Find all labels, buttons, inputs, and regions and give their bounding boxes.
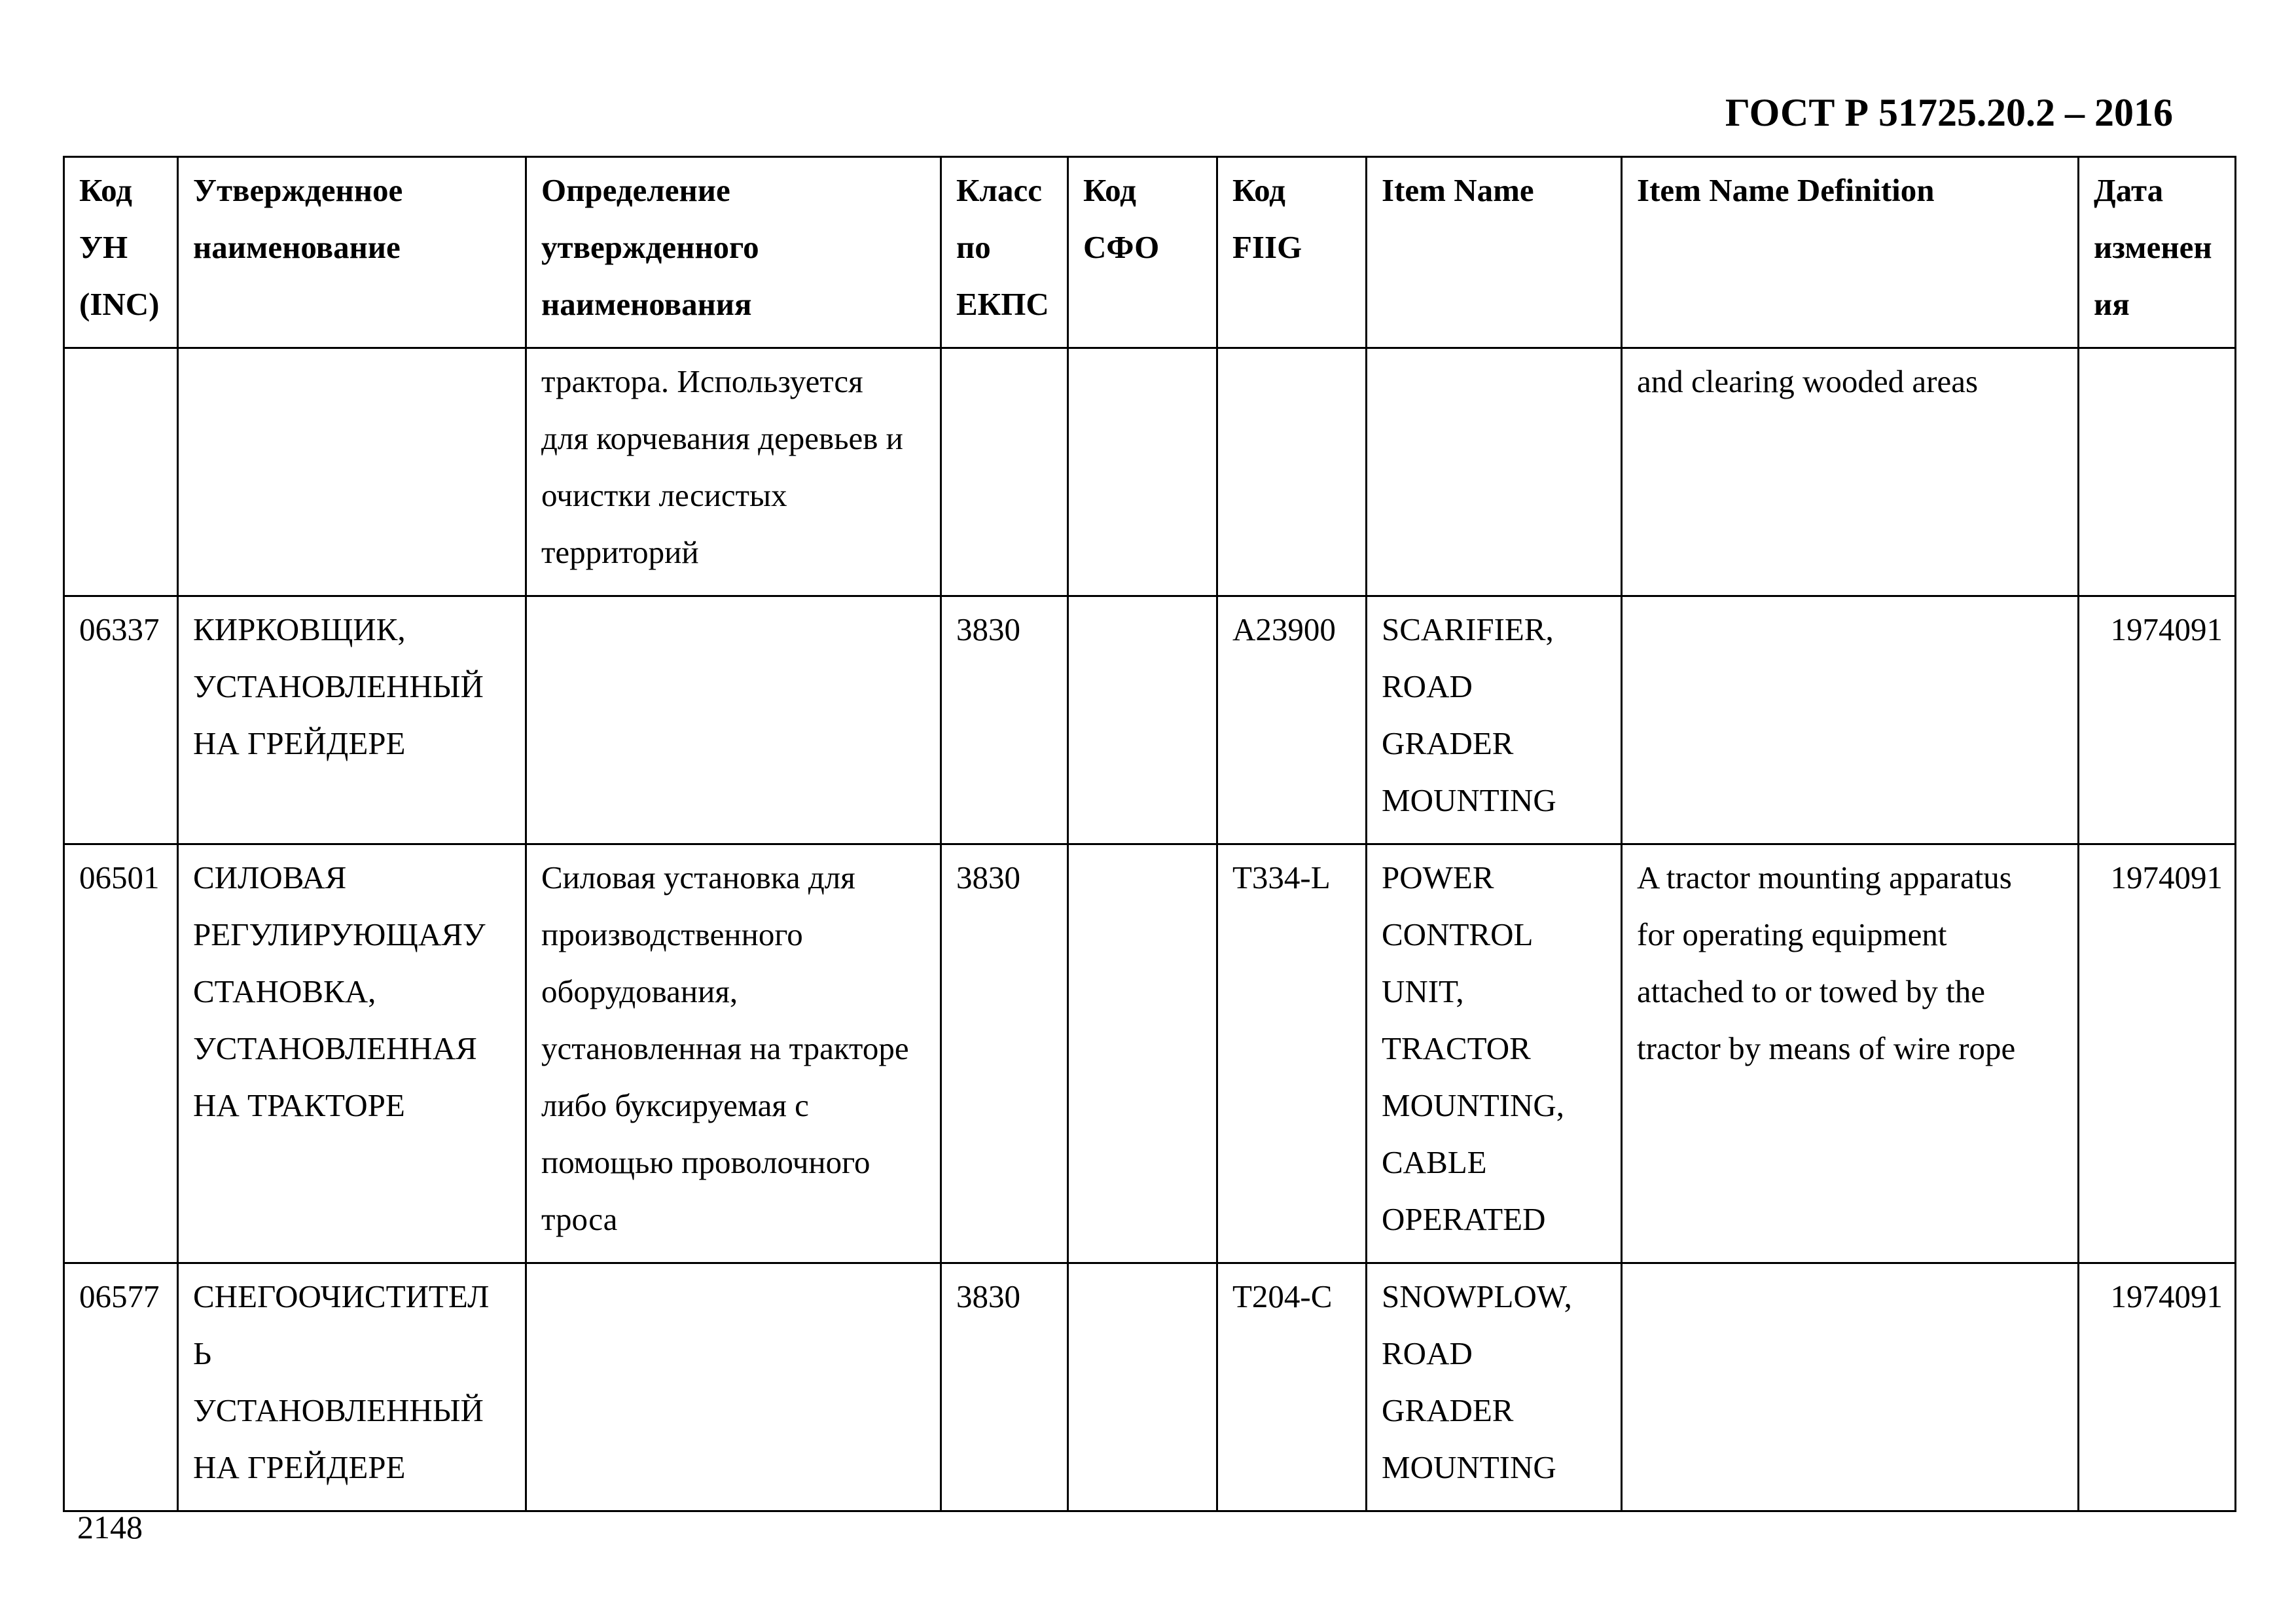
definition-cell	[526, 1263, 941, 1511]
table-body	[64, 348, 2236, 1511]
cell-line: ЕКПС	[956, 286, 1049, 322]
inc-code-cell: 06577	[64, 1263, 178, 1511]
cell-line: по	[956, 229, 991, 265]
catalog-table	[63, 156, 2236, 1512]
cell-line: Код	[1232, 172, 1285, 208]
cell-line: СИЛОВАЯ	[193, 859, 347, 895]
class-cell: 3830	[941, 1263, 1068, 1511]
cell-line: УН	[79, 229, 128, 265]
sfo-code-cell	[1068, 844, 1217, 1263]
inc-code-cell: 06337	[64, 596, 178, 844]
cell-line: СНЕГООЧИСТИТЕЛ	[193, 1278, 490, 1314]
cell-line: FIIG	[1232, 229, 1302, 265]
cell-line: POWER	[1382, 859, 1494, 895]
column-header	[178, 157, 526, 348]
column-header	[1367, 157, 1622, 348]
approved-name-cell	[178, 596, 526, 844]
class-cell	[941, 348, 1068, 596]
sfo-code-cell	[1068, 596, 1217, 844]
cell-line: НА ГРЕЙДЕРЕ	[193, 1449, 406, 1485]
cell-line: for operating equipment	[1637, 916, 1947, 952]
cell-line: для корчевания деревьев и	[541, 420, 903, 456]
cell-line: UNIT,	[1382, 973, 1464, 1009]
definition-cell	[526, 844, 941, 1263]
item-name-definition-cell	[1622, 348, 2079, 596]
table-row	[64, 348, 2236, 596]
cell-line: CONTROL	[1382, 916, 1534, 952]
column-header	[1622, 157, 2079, 348]
cell-line: либо буксируемая с	[541, 1087, 809, 1123]
column-header	[941, 157, 1068, 348]
cell-line: УСТАНОВЛЕННАЯ	[193, 1030, 477, 1066]
document-header: ГОСТ Р 51725.20.2 – 2016	[1725, 91, 2173, 134]
cell-line: УСТАНОВЛЕННЫЙ	[193, 668, 484, 704]
class-cell: 3830	[941, 596, 1068, 844]
cell-line: MOUNTING	[1382, 782, 1556, 818]
cell-line: производственного	[541, 916, 803, 952]
cell-line: MOUNTING	[1382, 1449, 1556, 1485]
column-header	[2079, 157, 2236, 348]
cell-line: tractor by means of wire rope	[1637, 1030, 2016, 1066]
cell-line: Item Name Definition	[1637, 172, 1935, 208]
cell-line: SNOWPLOW,	[1382, 1278, 1572, 1314]
approved-name-cell	[178, 1263, 526, 1511]
sfo-code-cell	[1068, 348, 1217, 596]
cell-line: SCARIFIER,	[1382, 611, 1554, 647]
cell-line: наименование	[193, 229, 401, 265]
column-header	[64, 157, 178, 348]
cell-line: установленная на тракторе	[541, 1030, 909, 1066]
cell-line: ROAD	[1382, 1335, 1473, 1371]
cell-line: наименования	[541, 286, 752, 322]
cell-line: GRADER	[1382, 1392, 1514, 1428]
change-date-cell	[2079, 348, 2236, 596]
change-date-cell: 1974091	[2079, 1263, 2236, 1511]
header-row	[64, 157, 2236, 348]
item-name-cell	[1367, 348, 1622, 596]
item-name-definition-cell	[1622, 596, 2079, 844]
cell-line: OPERATED	[1382, 1201, 1546, 1237]
item-name-cell	[1367, 1263, 1622, 1511]
item-name-definition-cell	[1622, 1263, 2079, 1511]
approved-name-cell	[178, 844, 526, 1263]
item-name-cell	[1367, 844, 1622, 1263]
cell-line: РЕГУЛИРУЮЩАЯУ	[193, 916, 486, 952]
change-date-cell: 1974091	[2079, 596, 2236, 844]
table-header	[64, 157, 2236, 348]
page-number: 2148	[77, 1509, 143, 1545]
cell-line: Определение	[541, 172, 730, 208]
cell-line: СТАНОВКА,	[193, 973, 376, 1009]
cell-line: УСТАНОВЛЕННЫЙ	[193, 1392, 484, 1428]
cell-line: Код	[79, 172, 132, 208]
cell-line: TRACTOR	[1382, 1030, 1531, 1066]
sfo-code-cell	[1068, 1263, 1217, 1511]
cell-line: изменен	[2094, 229, 2212, 265]
cell-line: Утвержденное	[193, 172, 403, 208]
cell-line: Ь	[193, 1335, 212, 1371]
cell-line: СФО	[1083, 229, 1160, 265]
cell-line: and clearing wooded areas	[1637, 363, 1979, 399]
item-name-definition-cell	[1622, 844, 2079, 1263]
cell-line: (INC)	[79, 286, 160, 322]
cell-line: GRADER	[1382, 725, 1514, 761]
definition-cell	[526, 596, 941, 844]
table-row	[64, 844, 2236, 1263]
item-name-cell	[1367, 596, 1622, 844]
cell-line: Силовая установка для	[541, 859, 855, 895]
cell-line: attached to or towed by the	[1637, 973, 1986, 1009]
cell-line: утвержденного	[541, 229, 759, 265]
cell-line: MOUNTING,	[1382, 1087, 1564, 1123]
cell-line: очистки лесистых	[541, 477, 787, 513]
cell-line: Класс	[956, 172, 1043, 208]
cell-line: ROAD	[1382, 668, 1473, 704]
cell-line: помощью проволочного	[541, 1144, 870, 1180]
cell-line: ия	[2094, 286, 2130, 322]
inc-code-cell	[64, 348, 178, 596]
fiig-code-cell: A23900	[1217, 596, 1367, 844]
cell-line: территорий	[541, 534, 699, 570]
table-row	[64, 1263, 2236, 1511]
cell-line: НА ТРАКТОРЕ	[193, 1087, 405, 1123]
cell-line: троса	[541, 1201, 618, 1237]
fiig-code-cell	[1217, 348, 1367, 596]
cell-line: КИРКОВЩИК,	[193, 611, 406, 647]
approved-name-cell	[178, 348, 526, 596]
class-cell: 3830	[941, 844, 1068, 1263]
column-header	[1068, 157, 1217, 348]
column-header	[526, 157, 941, 348]
cell-line: Item Name	[1382, 172, 1534, 208]
cell-line: НА ГРЕЙДЕРЕ	[193, 725, 406, 761]
fiig-code-cell: T334-L	[1217, 844, 1367, 1263]
cell-line: A tractor mounting apparatus	[1637, 859, 2012, 895]
cell-line: трактора. Используется	[541, 363, 863, 399]
cell-line: CABLE	[1382, 1144, 1487, 1180]
table-row	[64, 596, 2236, 844]
change-date-cell: 1974091	[2079, 844, 2236, 1263]
definition-cell	[526, 348, 941, 596]
cell-line: Дата	[2094, 172, 2164, 208]
inc-code-cell: 06501	[64, 844, 178, 1263]
fiig-code-cell: T204-C	[1217, 1263, 1367, 1511]
cell-line: оборудования,	[541, 973, 738, 1009]
cell-line: Код	[1083, 172, 1136, 208]
column-header	[1217, 157, 1367, 348]
